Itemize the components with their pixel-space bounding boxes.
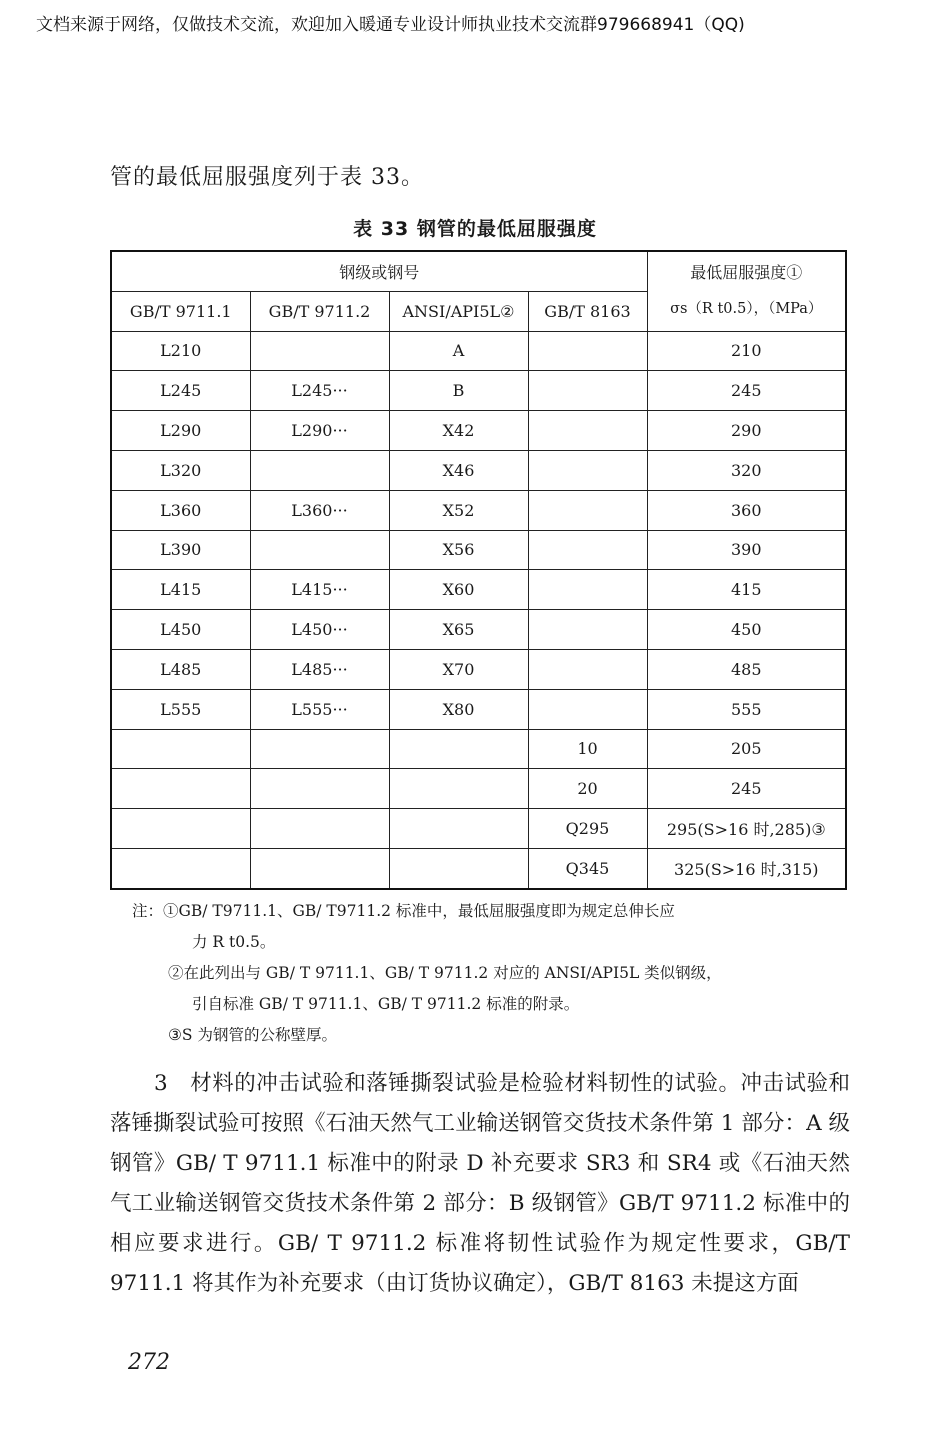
table-cell: 10	[528, 729, 647, 769]
table-cell: L415···	[250, 570, 389, 610]
table-cell: Q295	[528, 809, 647, 849]
table-cell	[250, 769, 389, 809]
note-1: 注：①GB/ T9711.1、GB/ T9711.2 标准中，最低屈服强度即为规定总伸长应	[132, 902, 675, 920]
table-cell: 290	[647, 411, 846, 451]
table-cell: X52	[389, 490, 528, 530]
table-cell: L360	[111, 490, 250, 530]
table-row	[111, 689, 846, 729]
table-cell: 390	[647, 530, 846, 570]
table-cell: L210	[111, 331, 250, 371]
column-header: GB/T 9711.1	[111, 291, 250, 331]
table-cell: L245	[111, 371, 250, 411]
table-cell	[528, 331, 647, 371]
table-row	[111, 649, 846, 689]
table-cell: Q345	[528, 848, 647, 888]
table-cell	[250, 848, 389, 888]
table-cell: 245	[647, 769, 846, 809]
table-cell: X56	[389, 530, 528, 570]
table-cell: L450···	[250, 610, 389, 650]
table-cell: X65	[389, 610, 528, 650]
table-cell	[528, 570, 647, 610]
table-row	[111, 450, 846, 490]
table-cell: L290	[111, 411, 250, 451]
note-3: ③S 为钢管的公称壁厚。	[168, 1026, 337, 1044]
body-text	[110, 1064, 850, 1304]
table-cell	[528, 530, 647, 570]
table-cell: X42	[389, 411, 528, 451]
table-title: 表 33 钢管的最低屈服强度	[353, 218, 597, 240]
yield-strength-table	[110, 250, 847, 890]
table-cell	[528, 649, 647, 689]
intro-text: 管的最低屈服强度列于表 33。	[110, 165, 424, 190]
table-row	[111, 570, 846, 610]
table-cell: L360···	[250, 490, 389, 530]
table-cell	[389, 848, 528, 888]
table-cell: L555···	[250, 689, 389, 729]
column-header: GB/T 9711.2	[250, 291, 389, 331]
table-row	[111, 769, 846, 809]
table-row	[111, 610, 846, 650]
table-cell: 245	[647, 371, 846, 411]
table-cell: L485	[111, 649, 250, 689]
strength-header-line2: σs（R t0.5），（MPa）	[670, 301, 823, 318]
table-cell: X80	[389, 689, 528, 729]
table-cell: 295(S>16 时,285)③	[647, 809, 846, 849]
table-cell: 555	[647, 689, 846, 729]
table-row	[111, 848, 846, 888]
table-cell: 20	[528, 769, 647, 809]
strength-header-line1: 最低屈服强度①	[690, 263, 803, 283]
table-cell	[528, 490, 647, 530]
table-cell: 320	[647, 450, 846, 490]
paragraph: 3 材料的冲击试验和落锤撕裂试验是检验材料韧性的试验。冲击试验和落锤撕裂试验可按照《石油天然气工业输送钢管交货技术条件第 1 部分：A 级钢管》GB/ T 9711.1 标准中的附录 D 补充要求 SR3 和 SR4 或《石油天然气工业输送钢管交货技术条件第 2 部分：B 级钢管》GB/T 9711.2 标准中的相应要求进行。GB/ T 9711.2 标准将韧性试验作为规定性要求，GB/T 9711.1 将其作为补充要求（由订货协议确定），GB/T 8163 未提这方面	[110, 1071, 850, 1296]
strength-header	[647, 251, 846, 331]
table-cell: X46	[389, 450, 528, 490]
table-cell: 325(S>16 时,315)	[647, 848, 846, 888]
table-cell	[389, 769, 528, 809]
table-cell	[111, 809, 250, 849]
table-cell: L245···	[250, 371, 389, 411]
table-notes	[132, 896, 852, 1051]
table-cell	[528, 411, 647, 451]
table-cell: L485···	[250, 649, 389, 689]
table-cell: 450	[647, 610, 846, 650]
table-cell: A	[389, 331, 528, 371]
group-header: 钢级或钢号	[111, 251, 647, 291]
table-cell	[111, 729, 250, 769]
table-cell: X60	[389, 570, 528, 610]
table-cell	[389, 729, 528, 769]
table-row	[111, 729, 846, 769]
table-cell	[528, 689, 647, 729]
table-cell	[111, 769, 250, 809]
note-2: ②在此列出与 GB/ T 9711.1、GB/ T 9711.2 对应的 ANSI/API5L 类似钢级，	[168, 964, 722, 982]
table-cell: L320	[111, 450, 250, 490]
note-1-cont: 力 R t0.5。	[192, 933, 276, 951]
page-number: 272	[128, 1350, 170, 1375]
table-cell	[528, 371, 647, 411]
table-cell	[389, 809, 528, 849]
column-header: ANSI/API5L②	[389, 291, 528, 331]
column-header: GB/T 8163	[528, 291, 647, 331]
table-cell: L555	[111, 689, 250, 729]
table-cell: B	[389, 371, 528, 411]
table-row	[111, 371, 846, 411]
table-cell	[528, 610, 647, 650]
table-cell: L415	[111, 570, 250, 610]
note-2-cont: 引自标准 GB/ T 9711.1、GB/ T 9711.2 标准的附录。	[192, 995, 580, 1013]
table-cell	[250, 331, 389, 371]
table-cell: L390	[111, 530, 250, 570]
source-header: 文档来源于网络，仅做技术交流，欢迎加入暖通专业设计师执业技术交流群979668941（QQ)	[36, 15, 745, 35]
table-cell: L290···	[250, 411, 389, 451]
table-row	[111, 809, 846, 849]
table-cell: 360	[647, 490, 846, 530]
table-cell	[250, 809, 389, 849]
table-cell: 205	[647, 729, 846, 769]
table-cell	[250, 450, 389, 490]
table-cell	[250, 729, 389, 769]
table-cell	[528, 450, 647, 490]
table-row	[111, 530, 846, 570]
table-row	[111, 490, 846, 530]
table-cell: L450	[111, 610, 250, 650]
table-cell: X70	[389, 649, 528, 689]
table-row	[111, 331, 846, 371]
table-cell: 415	[647, 570, 846, 610]
table-cell: 210	[647, 331, 846, 371]
table-cell	[250, 530, 389, 570]
table-row	[111, 411, 846, 451]
table-cell: 485	[647, 649, 846, 689]
table-cell	[111, 848, 250, 888]
